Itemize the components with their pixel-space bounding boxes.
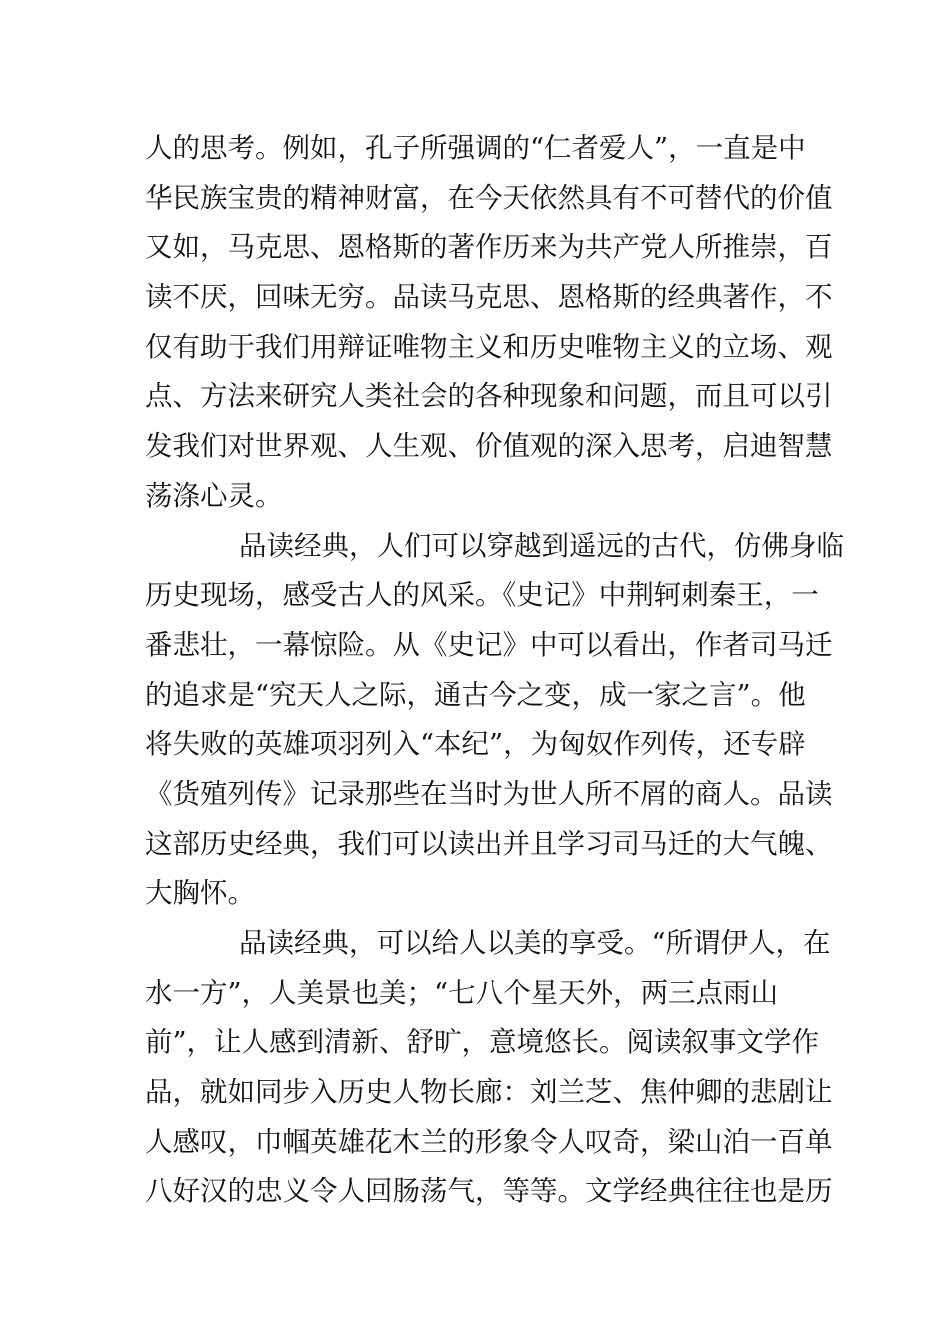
text-line: 水一方”，人美景也美；“七八个星天外，两三点雨山 [145,976,779,1009]
text-line: 又如，马克思、恩格斯的著作历来为共产党人所推崇，百 [145,231,833,264]
paragraph-1 [145,124,833,522]
text-line: 品，就如同步入历史人物长廊：刘兰芝、焦仲卿的悲剧让 [145,1076,833,1109]
text-line: 品读经典，人们可以穿越到遥远的古代，仿佛身临 [239,529,844,562]
text-line: 前”，让人感到清新、舒旷，意境悠长。阅读叙事文学作 [145,1026,820,1059]
text-line: 的追求是“究天人之际，通古今之变，成一家之言”。他 [145,678,806,711]
text-line: 荡涤心灵。 [145,479,283,512]
text-line: 《货殖列传》记录那些在当时为世人所不屑的商人。品读 [145,777,833,810]
text-line: 历史现场，感受古人的风采。《史记》中荆轲刺秦王，一 [145,579,819,612]
text-line: 发我们对世界观、人生观、价值观的深入思考，启迪智慧 [145,430,833,463]
text-line: 人的思考。例如，孔子所强调的“仁者爱人”，一直是中 [145,132,806,164]
text-line: 华民族宝贵的精神财富，在今天依然具有不可替代的价值 [145,181,833,214]
text-line: 大胸怀。 [145,877,255,910]
paragraph-3 [145,919,833,1217]
text-line: 番悲壮，一幕惊险。从《史记》中可以看出，作者司马迁 [145,628,833,661]
text-line: 读不厌，回味无穷。品读马克思、恩格斯的经典著作，不 [145,281,833,314]
text-line: 这部历史经典，我们可以读出并且学习司马迁的大气魄、 [145,827,833,860]
text-line: 品读经典，可以给人以美的享受。“所谓伊人，在 [239,927,831,959]
paragraph-2 [145,522,844,920]
text-line: 人感叹，巾帼英雄花木兰的形象令人叹奇，梁山泊一百单 [145,1125,833,1158]
text-line: 点、方法来研究人类社会的各种现象和问题，而且可以引 [145,380,833,413]
body-text [145,124,844,1217]
text-line: 将失败的英雄项羽列入“本纪”，为匈奴作列传，还专辟 [145,728,806,761]
text-line: 八好汉的忠义令人回肠荡气，等等。文学经典往往也是历 [145,1175,833,1208]
text-line: 仅有助于我们用辩证唯物主义和历史唯物主义的立场、观 [145,330,833,363]
